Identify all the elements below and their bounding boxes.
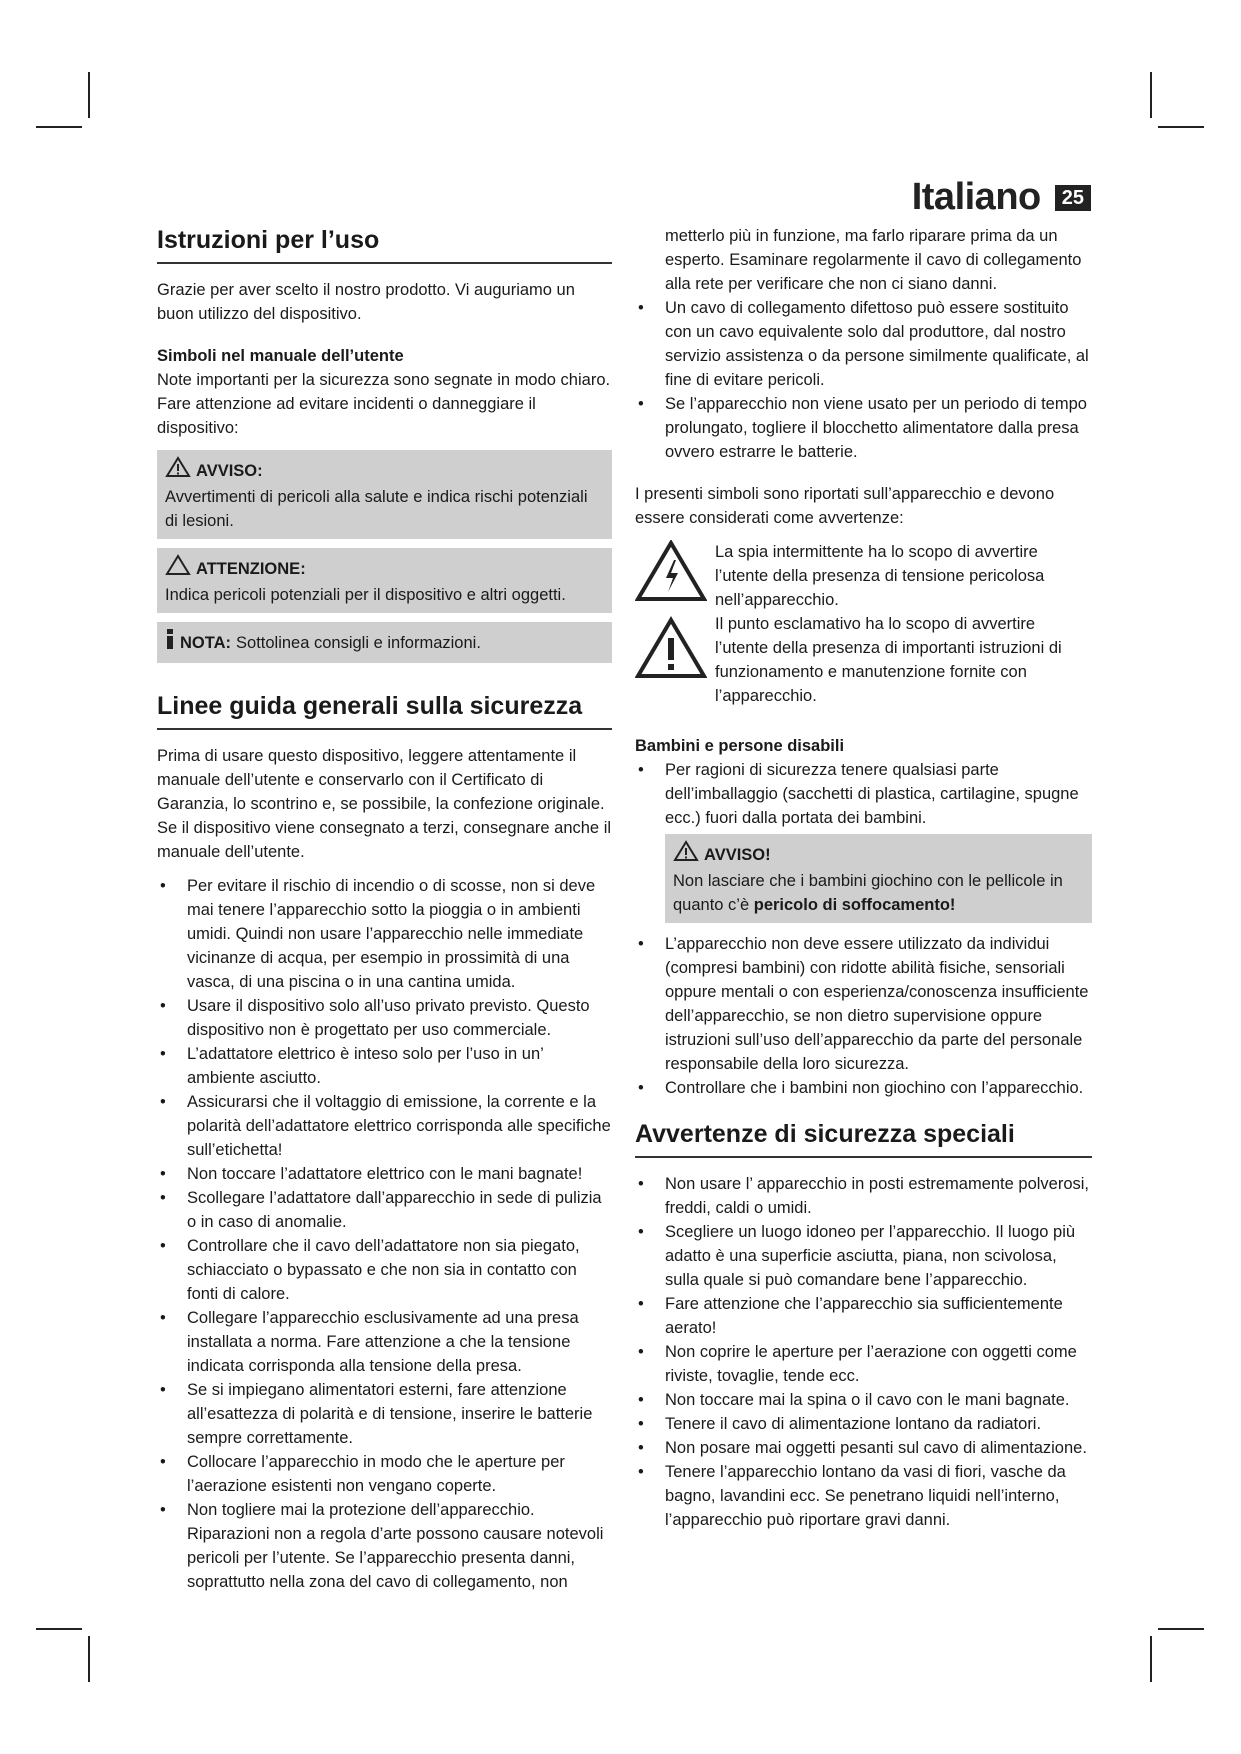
children-list-first [635,758,1092,830]
children-list [635,932,1092,1100]
crop-mark [36,1628,82,1630]
list-item: • Per ragioni di sicurezza tenere qualsiasi parte dell’imballaggio (sacchetti di plastica, cartilagine, spugne ecc.) fuori dalla portata dei bambini. [635,758,1092,830]
warning-triangle-icon [165,456,191,485]
warning-label: AVVISO! [704,845,771,864]
right-column [635,224,1092,1532]
list-item: • L’adattatore elettrico è inteso solo per l’uso in un’ ambiente asciutto. [157,1042,612,1090]
list-item: • Un cavo di collegamento difettoso può essere sostituito con un cavo equivalente solo dal produttore, dal nostro servizio assistenza o da persone similmente qualificate, al fine di evitare pericoli. [635,296,1092,392]
section-title-instructions: Istruzioni per l’uso [157,224,612,264]
note-label: NOTA: [180,633,232,652]
left-column [157,224,612,1594]
exclamation-warning-icon [635,612,707,687]
caution-label: ATTENZIONE: [196,559,306,578]
crop-mark [1150,1636,1152,1682]
warning-emphasis: pericolo di soffocamento! [753,896,956,914]
caution-triangle-icon [165,554,191,583]
symbols-heading: Simboli nel manuale dell’utente [157,347,404,365]
lightning-symbol-row [635,540,1092,612]
list-item: • Non toccare l’adattatore elettrico con le mani bagnate! [157,1162,612,1186]
list-item: • L’apparecchio non deve essere utilizzato da individui (compresi bambini) con ridotte abilità fisiche, sensoriali oppure mentali o con esperienza/conoscenza insufficiente dell’apparecchio, se non dietro supervisione oppure istruzioni sull’uso dell’apparecchio da parte del personale responsabile della loro sicurezza. [635,932,1092,1076]
list-item: • Assicurarsi che il voltaggio di emissione, la corrente e la polarità dell’adattatore elettrico corrisponda alle specifiche sull’etichetta! [157,1090,612,1162]
crop-mark [1150,72,1152,118]
list-item: • Se l’apparecchio non viene usato per un periodo di tempo prolungato, togliere il blocchetto alimentatore dalla presa ovvero estrarre le batterie. [635,392,1092,464]
warning-box [157,450,612,539]
list-item: • Scollegare l’adattatore dall’apparecchio in sede di pulizia o in caso di anomalie. [157,1186,612,1234]
lightning-text: La spia intermittente ha lo scopo di avvertire l’utente della presenza di tensione pericolosa nell’apparecchio. [715,543,1045,609]
note-box [157,622,612,663]
list-item: • Tenere l’apparecchio lontano da vasi di fiori, vasche da bagno, lavandini ecc. Se penetrano liquidi nell’interno, l’apparecchio può riportare gravi danni. [635,1460,1092,1532]
warning-label: AVVISO: [196,461,263,480]
warning-text: Non lasciare che i bambini giochino con le pellicole in quanto c’è pericolo di soffocamento! [673,872,1063,914]
intro-text: Grazie per aver scelto il nostro prodotto. Vi auguriamo un buon utilizzo del dispositivo. [157,281,575,323]
safety-list [157,874,612,1594]
list-item: • Controllare che i bambini non giochino con l’apparecchio. [635,1076,1092,1100]
caution-text: Indica pericoli potenziali per il dispositivo e altri oggetti. [165,586,566,604]
list-item: • Scegliere un luogo idoneo per l’apparecchio. Il luogo più adatto è una superficie asciutta, piana, non scivolosa, sulla quale si può comandare bene l’apparecchio. [635,1220,1092,1292]
section-title-special: Avvertenze di sicurezza speciali [635,1118,1092,1158]
special-list [635,1172,1092,1532]
crop-mark [1158,1628,1204,1630]
list-item: • Collocare l’apparecchio in modo che le aperture per l’aerazione esistenti non vengano coperte. [157,1450,612,1498]
exclamation-symbol-row [635,612,1092,708]
list-item: • Se si impiegano alimentatori esterni, fare attenzione all’esattezza di polarità e di tensione, inserire le batterie sempre correttamente. [157,1378,612,1450]
symbols-intro: I presenti simboli sono riportati sull’apparecchio e devono essere considerati come avvertenze: [635,485,1055,527]
symbols-text: Note importanti per la sicurezza sono segnate in modo chiaro. Fare attenzione ad evitare incidenti o danneggiare il dispositivo: [157,371,611,437]
list-item: • Non coprire le aperture per l’aerazione con oggetti come riviste, tovaglie, tende ecc. [635,1340,1092,1388]
crop-mark [36,126,82,128]
language-title: Italiano [911,176,1041,218]
list-item: • Non toccare mai la spina o il cavo con le mani bagnate. [635,1388,1092,1412]
note-text: Sottolinea consigli e informazioni. [236,633,481,652]
list-item: • Non usare l’ apparecchio in posti estremamente polverosi, freddi, caldi o umidi. [635,1172,1092,1220]
caution-box [157,548,612,613]
crop-mark [1158,126,1204,128]
list-item: • Non togliere mai la protezione dell’apparecchio. Riparazioni non a regola d’arte possono causare notevoli pericoli per l’utente. Se l’apparecchio presenta danni, soprattutto nella zona del cavo di collegamento, non [157,1498,612,1594]
list-item: • Collegare l’apparecchio esclusivamente ad una presa installata a norma. Fare attenzione a che la tensione indicata corrisponda alla tensione della presa. [157,1306,612,1378]
section-title-safety: Linee guida generali sulla sicurezza [157,690,612,730]
warning-text: Avvertimenti di pericoli alla salute e indica rischi potenziali di lesioni. [165,488,588,530]
list-item: • Fare attenzione che l’apparecchio sia sufficientemente aerato! [635,1292,1092,1340]
continued-text: metterlo più in funzione, ma farlo riparare prima da un esperto. Esaminare regolarmente il cavo di collegamento alla rete per verificare che non ci siano danni. [665,227,1082,293]
exclamation-text: Il punto esclamativo ha lo scopo di avvertire l’utente della presenza di importanti istruzioni di funzionamento e manutenzione fornite con l’apparecchio. [715,615,1062,705]
list-item: • Per evitare il rischio di incendio o di scosse, non si deve mai tenere l’apparecchio sotto la pioggia o in ambienti umidi. Quindi non usare l’apparecchio nelle immediate vicinanze di acqua, per esempio in prossimità di una vasca, di una piscina o in una cantina umida. [157,874,612,994]
list-item: • Tenere il cavo di alimentazione lontano da radiatori. [635,1412,1092,1436]
list-item: • Usare il dispositivo solo all’uso privato previsto. Questo dispositivo non è progettato per uso commerciale. [157,994,612,1042]
warning-box-children [665,834,1092,923]
list-item: • Controllare che il cavo dell’adattatore non sia piegato, schiacciato o bypassato e che non sia in contatto con fonti di calore. [157,1234,612,1306]
page-header [912,176,1091,219]
safety-intro: Prima di usare questo dispositivo, leggere attentamente il manuale dell’utente e conservarlo con il Certificato di Garanzia, lo scontrino e, se possibile, la confezione originale. Se il dispositivo viene consegnato a terzi, consegnare anche il manuale dell’utente. [157,747,612,861]
continued-list [635,296,1092,464]
list-item: • Non posare mai oggetti pesanti sul cavo di alimentazione. [635,1436,1092,1460]
info-icon [165,628,175,657]
crop-mark [88,72,90,118]
lightning-warning-icon [635,540,707,609]
page-number: 25 [1055,185,1091,211]
warning-triangle-icon [673,840,699,869]
crop-mark [88,1636,90,1682]
children-heading: Bambini e persone disabili [635,737,845,755]
